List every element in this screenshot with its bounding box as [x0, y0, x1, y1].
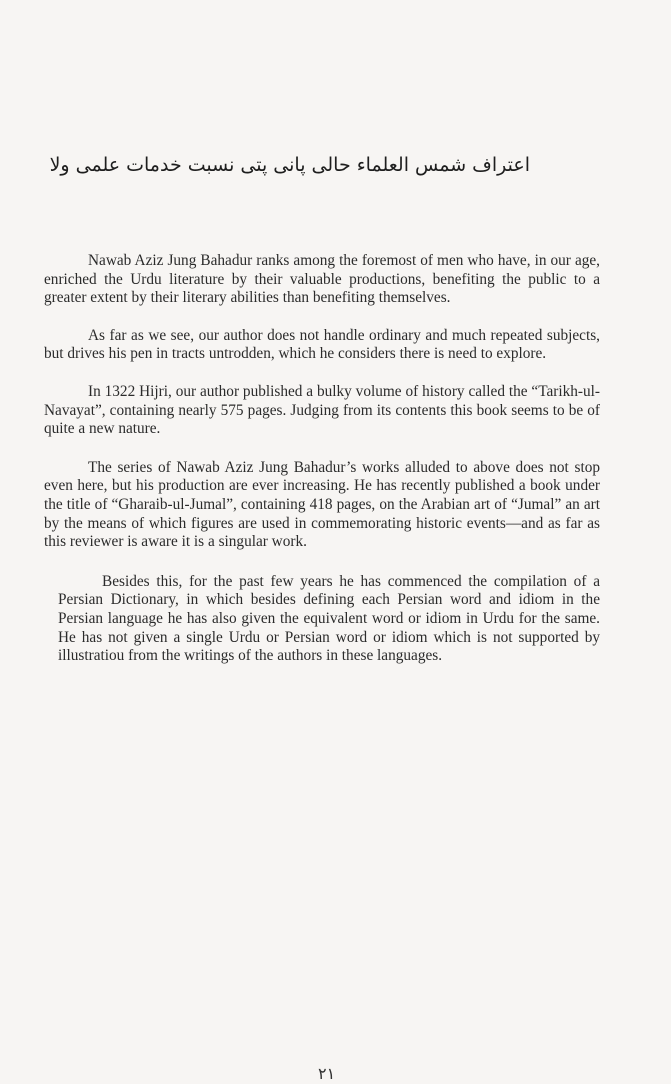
paragraph-2: As far as we see, our author does not handle ordinary and much repeated subjects, but drives his pen in tracts untrodden, which he considers there is need to explore. [44, 326, 600, 363]
paragraph-3: In 1322 Hijri, our author published a bulky volume of history called the “Tarikh-ul-Navayat”, containing nearly 575 pages. Judging from its contents this book seems to be of quite a new nature. [44, 382, 600, 438]
body-text [44, 252, 600, 686]
paragraph-5: Besides this, for the past few years he has commenced the compilation of a Persian Dictionary, in which besides defining each Persian word and idiom in the Persian language he has also given the equivalent word or idiom in Urdu for the same. He has not given a single Urdu or Persian word or idiom which is not supported by illustratiou from the writings of the authors in these languages. [58, 572, 600, 665]
paragraph-4: The series of Nawab Aziz Jung Bahadur’s works alluded to above does not stop even here, but his production are ever increasing. He has recently published a book under the title of “Gharaib-ul-Jumal”, containing 418 pages, on the Arabian art of “Jumal” an art by the means of which figures are used in commemorating historic events—and as far as this reviewer is aware it is a singular work. [44, 458, 600, 551]
page-number: ۲۱ [318, 1066, 336, 1083]
paragraph-1: Nawab Aziz Jung Bahadur ranks among the foremost of men who have, in our age, enriched the Urdu literature by their valuable productions, benefiting the public to a greater extent by their literary abilities than benefiting themselves. [44, 252, 600, 307]
urdu-heading: اعتراف شمس العلماء حالی پانی پتی نسبت خدمات علمی ولا [49, 154, 530, 176]
